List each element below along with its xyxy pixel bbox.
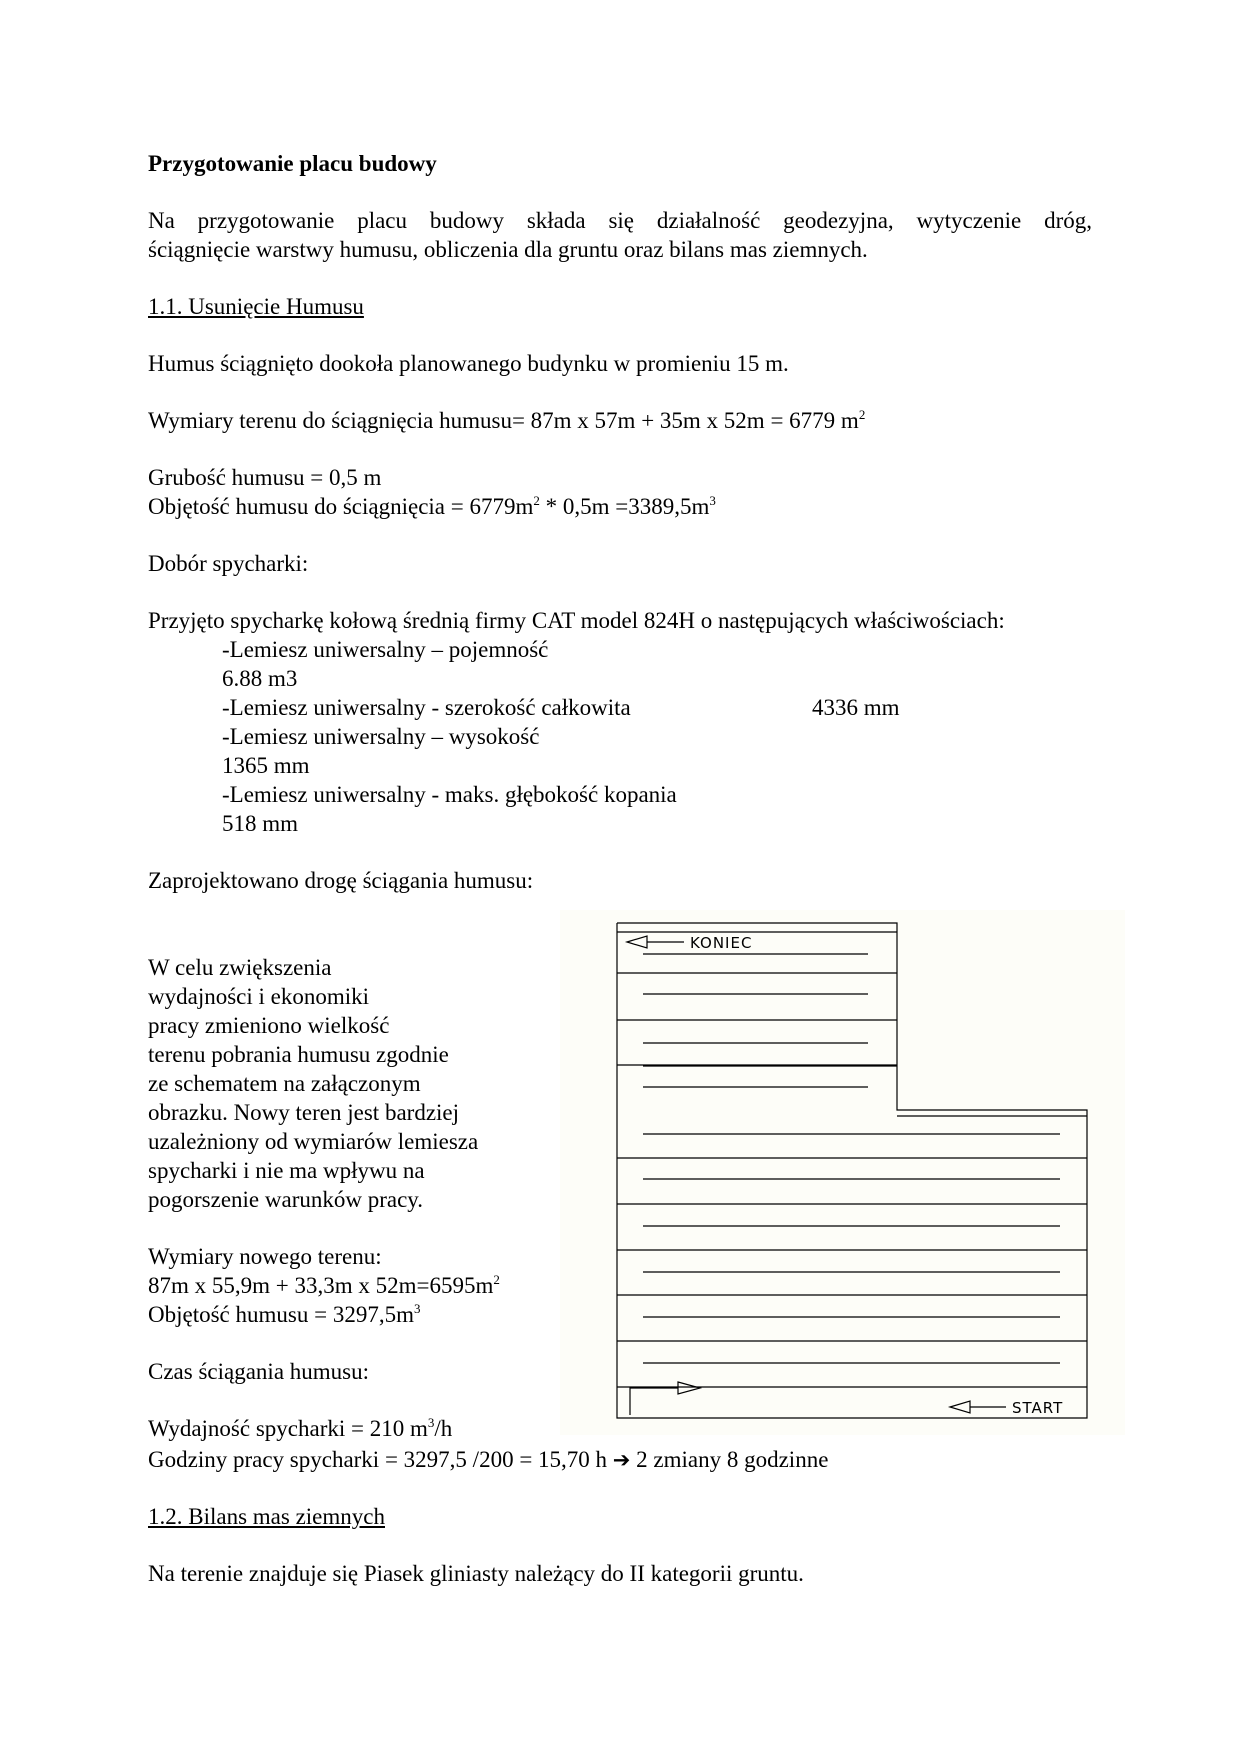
intro-line-2: ściągnięcie warstwy humusu, obliczenia dla gruntu oraz bilans mas ziemnych.	[148, 237, 868, 262]
soil-text: Na terenie znajduje się Piasek gliniasty należący do II kategorii gruntu.	[148, 1561, 804, 1586]
new-volume-exp: 3	[413, 1301, 421, 1316]
dozer-intro: Przyjęto spycharkę kołową średnią firmy CAT model 824H o następujących właściwościach:	[148, 608, 1005, 633]
new-dims-text: 87m x 55,9m + 33,3m x 52m=6595m	[148, 1273, 494, 1298]
spec-value: 6.88 m3	[222, 666, 298, 691]
side-text-line: terenu pobrania humusu zgodnie	[148, 1042, 449, 1067]
side-text-line: W celu zwiększenia	[148, 955, 332, 980]
humus-radius-text: Humus ściągnięto dookoła planowanego budynku w promieniu 15 m.	[148, 351, 789, 376]
new-dims	[148, 1271, 500, 1300]
page-title: Przygotowanie placu budowy	[148, 151, 437, 176]
dozer-heading: Dobór spycharki:	[148, 551, 309, 576]
side-text-line: pogorszenie warunków pracy.	[148, 1187, 424, 1212]
humus-dimensions-exp: 2	[858, 407, 866, 422]
diagram-background	[560, 910, 1125, 1435]
spec-label: -Lemiesz uniwersalny – wysokość	[222, 724, 540, 749]
side-text-line: obrazku. Nowy teren jest bardziej	[148, 1100, 460, 1125]
section-heading-earthworks: 1.2. Bilans mas ziemnych	[148, 1504, 385, 1529]
side-text-line: uzależniony od wymiarów lemiesza	[148, 1129, 479, 1154]
side-text-line: wydajności i ekonomiki	[148, 984, 370, 1009]
side-text-line: ze schematem na załączonym	[148, 1071, 421, 1096]
route-heading: Zaprojektowano drogę ściągania humusu:	[148, 868, 534, 893]
intro-line-1: Na przygotowanie placu budowy składa się działalność geodezyjna, wytyczenie dróg,	[148, 208, 1092, 233]
humus-dimensions	[148, 406, 865, 435]
spec-value: 1365 mm	[222, 753, 310, 778]
efficiency-unit: /h	[434, 1416, 453, 1441]
humus-route-diagram	[560, 910, 1125, 1435]
side-text-line: spycharki i nie ma wpływu na	[148, 1158, 425, 1183]
end-label: KONIEC	[690, 934, 753, 952]
spec-value: 4336 mm	[812, 695, 900, 720]
start-label: START	[1012, 1399, 1064, 1417]
spec-label: -Lemiesz uniwersalny - maks. głębokość kopania	[222, 782, 677, 807]
humus-volume-a: Objętość humusu do ściągnięcia = 6779m	[148, 494, 534, 519]
new-dims-heading: Wymiary nowego terenu:	[148, 1244, 382, 1269]
dozer-efficiency	[148, 1414, 452, 1443]
hours-result: 2 zmiany 8 godzinne	[636, 1447, 829, 1472]
efficiency-text: Wydajność spycharki = 210 m	[148, 1416, 428, 1441]
humus-volume-exp1: 2	[533, 493, 540, 508]
section-heading-humus: 1.1. Usunięcie Humusu	[148, 294, 364, 319]
humus-volume	[148, 492, 716, 521]
side-text-line: pracy zmieniono wielkość	[148, 1013, 390, 1038]
new-volume-text: Objętość humusu = 3297,5m	[148, 1302, 414, 1327]
spec-label: -Lemiesz uniwersalny - szerokość całkowita	[222, 695, 631, 720]
dozer-hours	[148, 1445, 828, 1475]
hours-text: Godziny pracy spycharki = 3297,5 /200 = 15,70 h	[148, 1447, 608, 1472]
spec-value: 518 mm	[222, 811, 299, 836]
efficiency-exp: 3	[427, 1415, 435, 1430]
humus-thickness: Grubość humusu = 0,5 m	[148, 465, 382, 490]
humus-volume-b: * 0,5m =3389,5m	[539, 494, 710, 519]
time-heading: Czas ściągania humusu:	[148, 1359, 370, 1384]
humus-volume-exp2: 3	[709, 493, 716, 508]
new-dims-exp: 2	[493, 1272, 500, 1287]
new-volume	[148, 1300, 420, 1329]
spec-label: -Lemiesz uniwersalny – pojemność	[222, 637, 549, 662]
arrow-right-icon: ➔	[612, 1448, 631, 1472]
humus-dimensions-text: Wymiary terenu do ściągnięcia humusu= 87m x 57m + 35m x 52m = 6779 m	[148, 408, 859, 433]
